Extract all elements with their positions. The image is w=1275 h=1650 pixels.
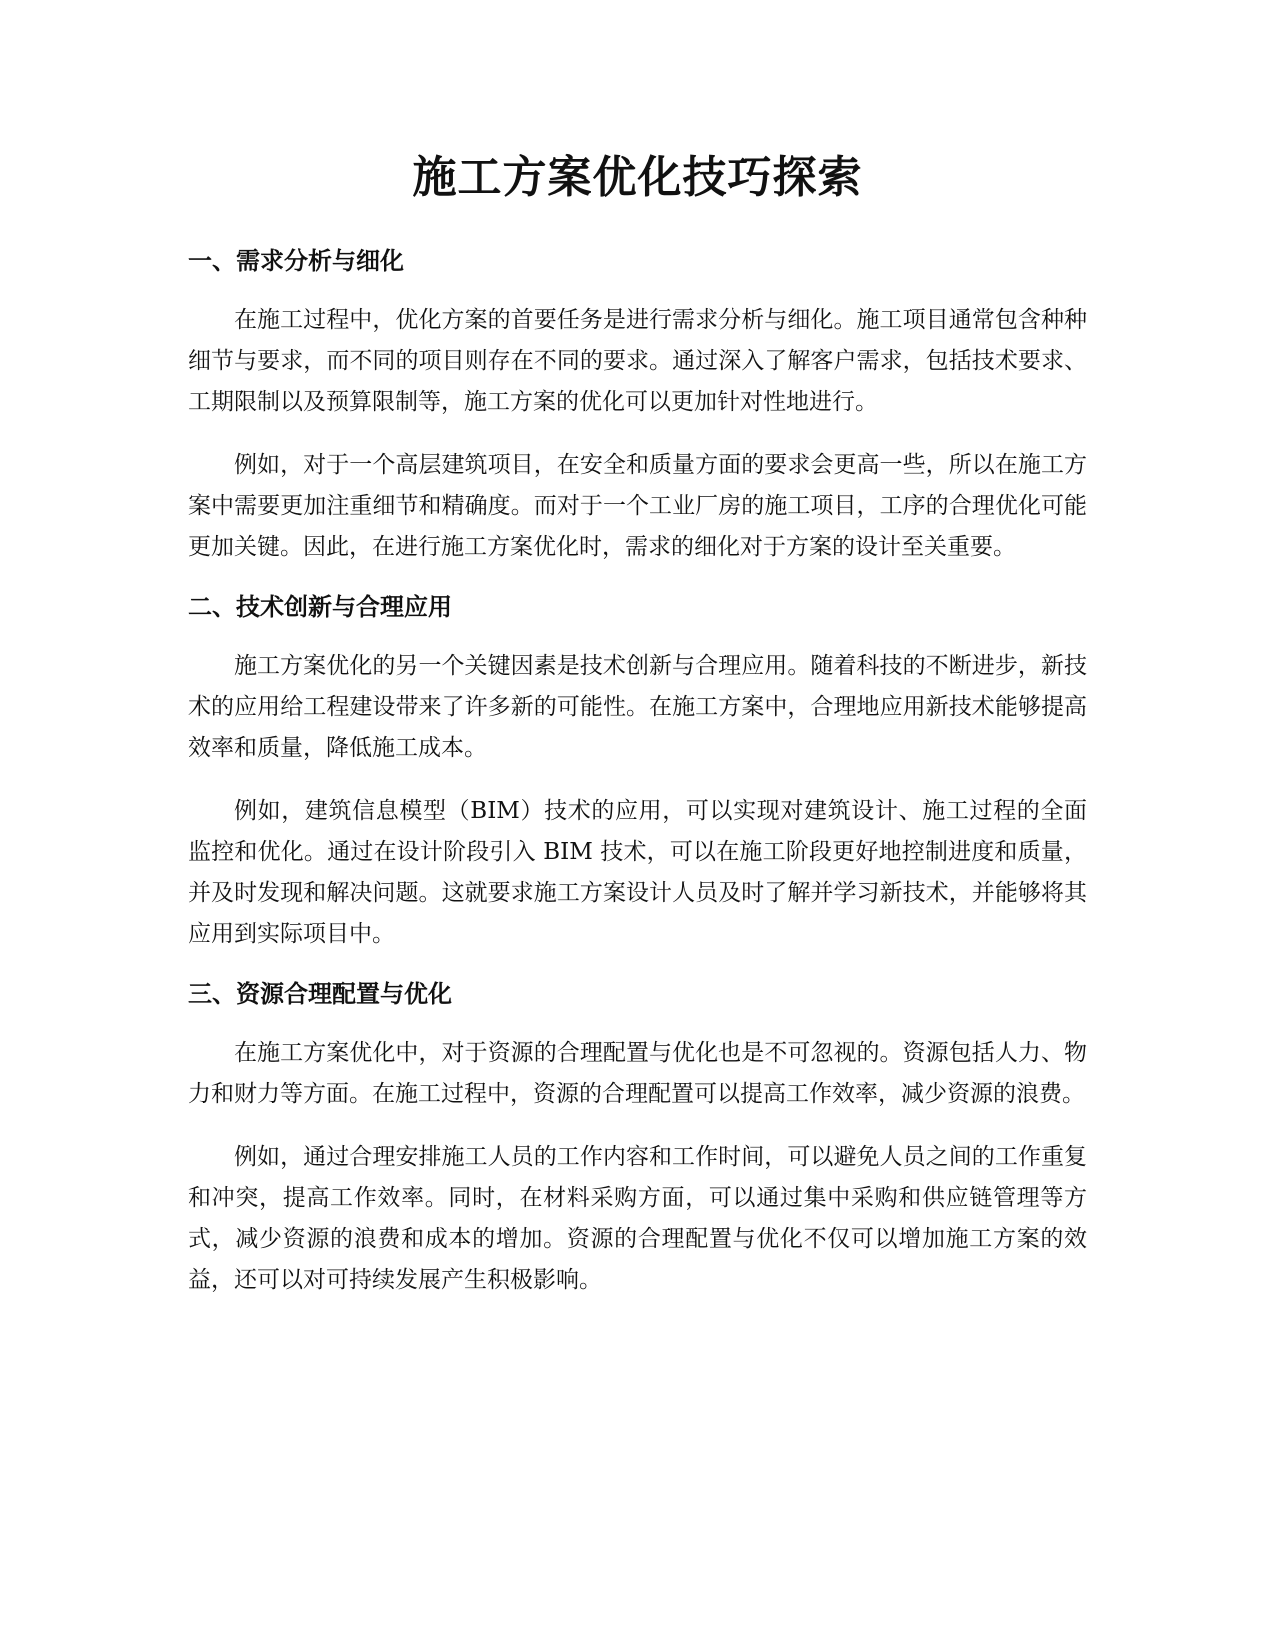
- document-title: 施工方案优化技巧探索: [412, 152, 863, 203]
- section-heading: 一、需求分析与细化: [188, 247, 404, 275]
- section-resources: [188, 977, 1087, 1301]
- paragraph: 例如，通过合理安排施工人员的工作内容和工作时间，可以避免人员之间的工作重复和冲突，提高工作效率。同时，在材料采购方面，可以通过集中采购和供应链管理等方式，减少资源的浪费和成本的增加。资源的合理配置与优化不仅可以增加施工方案的效益，还可以对可持续发展产生积极影响。: [188, 1144, 1087, 1293]
- paragraph: 例如，建筑信息模型（BIM）技术的应用，可以实现对建筑设计、施工过程的全面监控和优化。通过在设计阶段引入 BIM 技术，可以在施工阶段更好地控制进度和质量，并及时发现和解决问题。这就要求施工方案设计人员及时了解并学习新技术，并能够将其应用到实际项目中。: [188, 798, 1087, 947]
- paragraph: 在施工方案优化中，对于资源的合理配置与优化也是不可忽视的。资源包括人力、物力和财力等方面。在施工过程中，资源的合理配置可以提高工作效率，减少资源的浪费。: [188, 1040, 1087, 1107]
- section-heading: 二、技术创新与合理应用: [188, 593, 452, 621]
- paragraph: 例如，对于一个高层建筑项目，在安全和质量方面的要求会更高一些，所以在施工方案中需要更加注重细节和精确度。而对于一个工业厂房的施工项目，工序的合理优化可能更加关键。因此，在进行施工方案优化时，需求的细化对于方案的设计至关重要。: [188, 452, 1087, 560]
- paragraph: 施工方案优化的另一个关键因素是技术创新与合理应用。随着科技的不断进步，新技术的应用给工程建设带来了许多新的可能性。在施工方案中，合理地应用新技术能够提高效率和质量，降低施工成本。: [188, 653, 1087, 761]
- section-technology: [188, 590, 1087, 955]
- section-heading: 三、资源合理配置与优化: [188, 980, 452, 1008]
- section-requirements: [188, 244, 1087, 568]
- paragraph: 在施工过程中，优化方案的首要任务是进行需求分析与细化。施工项目通常包含种种细节与要求，而不同的项目则存在不同的要求。通过深入了解客户需求，包括技术要求、工期限制以及预算限制等，施工方案的优化可以更加针对性地进行。: [188, 307, 1087, 415]
